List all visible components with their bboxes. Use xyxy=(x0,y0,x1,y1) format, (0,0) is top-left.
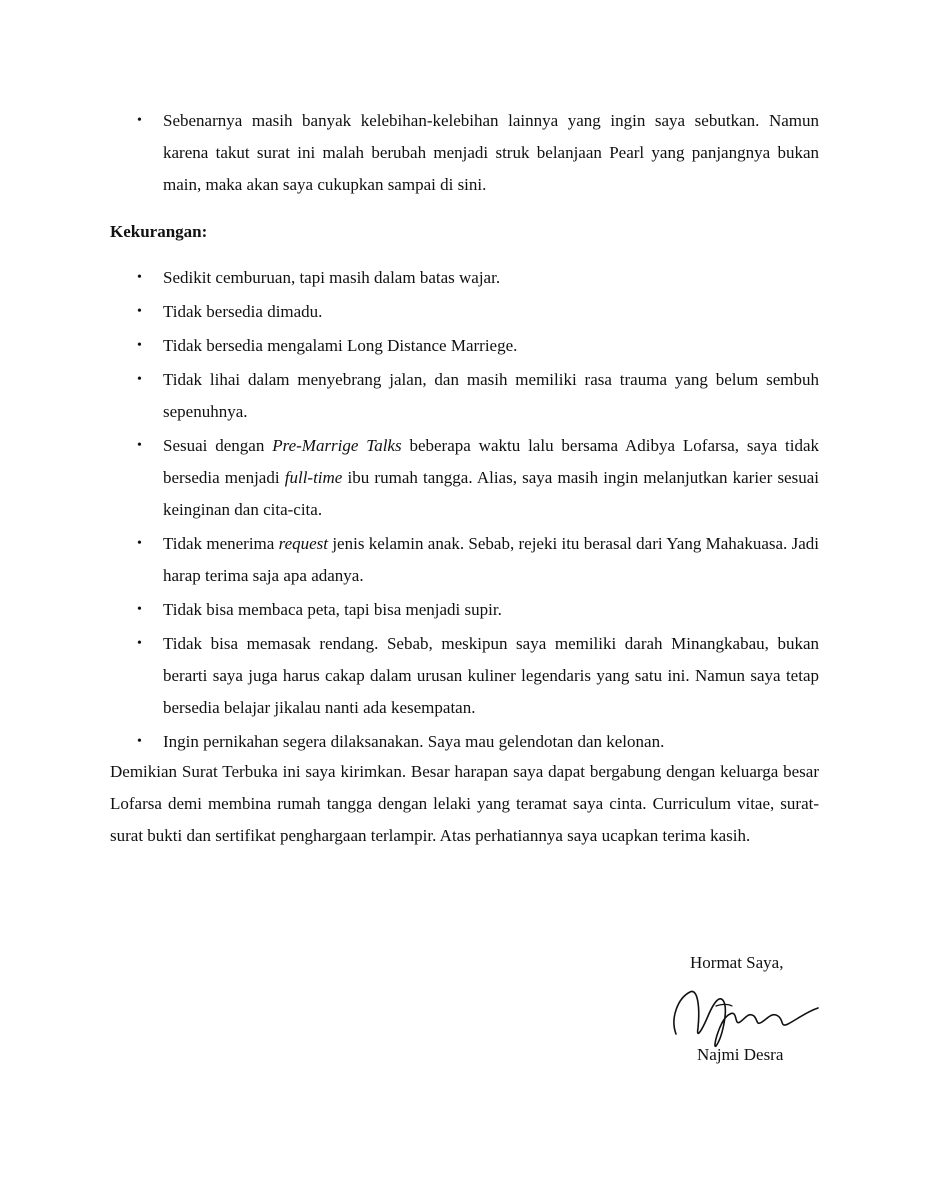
bullet-icon: • xyxy=(137,536,142,551)
kelebihan-list-continuation xyxy=(0,105,927,201)
list-item xyxy=(0,528,927,592)
italic-text: full-time xyxy=(284,468,343,487)
text-run: Tidak menerima xyxy=(163,534,279,553)
list-item-text: Sebenarnya masih banyak kelebihan-kelebihan lainnya yang ingin saya sebutkan. Namun karena takut surat ini malah berubah menjadi struk belanjaan Pearl yang panjangnya bukan main, maka akan saya cukupkan sampai di sini. xyxy=(163,111,819,194)
text-run: Sesuai dengan xyxy=(163,436,273,455)
text-run: jenis kelamin anak. Sebab, rejeki itu berasal dari Yang Mahakuasa. Jadi harap terima saja apa adanya. xyxy=(163,534,819,585)
list-item xyxy=(0,364,927,428)
list-item xyxy=(0,296,927,328)
list-item xyxy=(0,726,927,758)
section-heading-kekurangan: Kekurangan: xyxy=(110,222,208,241)
bullet-icon: • xyxy=(137,338,142,353)
bullet-icon: • xyxy=(137,602,142,617)
bullet-icon: • xyxy=(137,438,142,453)
list-item xyxy=(0,594,927,626)
list-item-text: Sedikit cemburuan, tapi masih dalam batas wajar. xyxy=(163,268,501,287)
bullet-icon: • xyxy=(137,734,142,749)
signer-name: Najmi Desra xyxy=(697,1045,784,1064)
bullet-icon: • xyxy=(137,270,142,285)
list-item-text: Tidak lihai dalam menyebrang jalan, dan masih memiliki rasa trauma yang belum sembuh sepenuhnya. xyxy=(163,370,819,421)
list-item-text: Tidak bisa membaca peta, tapi bisa menjadi supir. xyxy=(163,600,502,619)
list-item-text: Tidak bisa memasak rendang. Sebab, meskipun saya memiliki darah Minangkabau, bukan berarti saya juga harus cakap dalam urusan kuliner legendaris yang satu ini. Namun saya tetap bersedia belajar jikalau nanti ada kesempatan. xyxy=(163,634,819,717)
list-item-text xyxy=(163,534,819,585)
bullet-list xyxy=(0,262,927,758)
list-item-text xyxy=(163,436,819,519)
list-item-text: Tidak bersedia mengalami Long Distance Marriege. xyxy=(163,336,518,355)
text-run: ibu rumah tangga. Alias, saya masih ingin melanjutkan karier sesuai keinginan dan cita-cita. xyxy=(163,468,819,519)
bullet-icon: • xyxy=(137,304,142,319)
list-item xyxy=(0,430,927,526)
bullet-icon: • xyxy=(137,372,142,387)
list-item xyxy=(0,628,927,724)
closing-paragraph: Demikian Surat Terbuka ini saya kirimkan. Besar harapan saya dapat bergabung dengan keluarga besar Lofarsa demi membina rumah tangga dengan lelaki yang teramat saya cinta. Curriculum vitae, surat-surat bukti dan sertifikat penghargaan terlampir. Atas perhatiannya saya ucapkan terima kasih. xyxy=(110,762,819,845)
italic-text: request xyxy=(278,534,329,553)
bullet-list xyxy=(0,105,927,201)
list-item xyxy=(0,105,927,201)
bullet-icon: • xyxy=(137,113,142,128)
text-run: beberapa waktu lalu bersama Adibya Lofarsa, saya tidak bersedia menjadi xyxy=(163,436,819,487)
kekurangan-list xyxy=(0,262,927,760)
signoff: Hormat Saya, xyxy=(690,953,784,972)
list-item-text: Tidak bersedia dimadu. xyxy=(163,302,323,321)
list-item xyxy=(0,330,927,362)
list-item-text: Ingin pernikahan segera dilaksanakan. Saya mau gelendotan dan kelonan. xyxy=(163,732,665,751)
list-item xyxy=(0,262,927,294)
bullet-icon: • xyxy=(137,636,142,651)
italic-text: Pre-Marrige Talks xyxy=(272,436,402,455)
